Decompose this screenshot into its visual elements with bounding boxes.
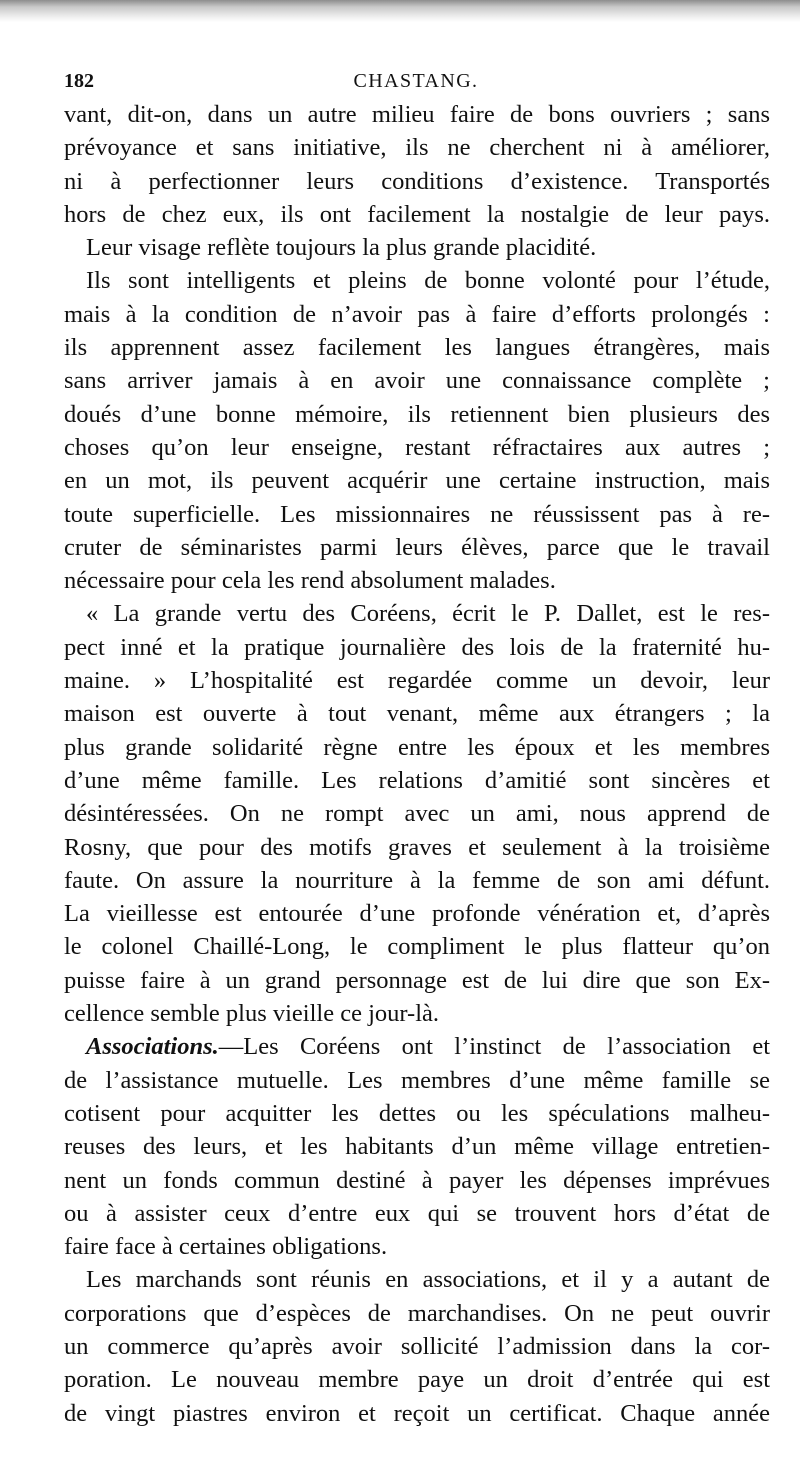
- text-line: d’une même famille. Les relations d’amitié sont sincères et: [64, 766, 770, 794]
- text-line: ils apprennent assez facilement les langues étrangères, mais: [64, 334, 770, 362]
- text-line: La vieillesse est entourée d’une profonde vénération et, d’après: [64, 900, 770, 928]
- text-line: nécessaire pour cela les rend absolument malades.: [64, 567, 556, 595]
- text-line: puisse faire à un grand personnage est de lui dire que son Ex-: [64, 966, 770, 994]
- text-line: pect inné et la pratique journalière des lois de la fraternité hu-: [64, 633, 770, 661]
- text-line: faire face à certaines obligations.: [64, 1233, 388, 1261]
- text-line: un commerce qu’après avoir sollicité l’admission dans la cor-: [64, 1332, 770, 1360]
- text-line: faute. On assure la nourriture à la femme de son ami défunt.: [64, 866, 770, 894]
- body-text: [64, 98, 770, 1430]
- text-line: ou à assister ceux d’entre eux qui se trouvent hors d’état de: [64, 1199, 770, 1227]
- text-line: désintéressées. On ne rompt avec un ami, nous apprend de: [64, 800, 770, 828]
- text-line: nent un fonds commun destiné à payer les dépenses imprévues: [64, 1166, 770, 1194]
- text-line: en un mot, ils peuvent acquérir une certaine instruction, mais: [64, 467, 770, 495]
- text-line: vant, dit-on, dans un autre milieu faire de bons ouvriers ; sans: [64, 101, 770, 128]
- section-line-text: —Les Coréens ont l’instinct de l’association et: [218, 1033, 770, 1061]
- text-line: choses qu’on leur enseigne, restant réfractaires aux autres ;: [64, 433, 770, 461]
- text-line: maison est ouverte à tout venant, même aux étrangers ; la: [64, 700, 770, 728]
- text-line: cellence semble plus vieille ce jour-là.: [64, 1000, 440, 1028]
- section-title: Associations.: [86, 1033, 219, 1061]
- text-line: Rosny, que pour des motifs graves et seulement à la troisième: [64, 833, 770, 861]
- text-line: poration. Le nouveau membre paye un droit d’entrée qui est: [64, 1366, 770, 1394]
- text-line: ni à perfectionner leurs conditions d’existence. Transportés: [64, 167, 770, 195]
- text-line: reuses des leurs, et les habitants d’un même village entretien-: [64, 1133, 770, 1161]
- text-line: de vingt piastres environ et reçoit un certificat. Chaque année: [64, 1399, 770, 1427]
- page-number: 182: [64, 70, 94, 92]
- paragraph-start-line: « La grande vertu des Coréens, écrit le P. Dallet, est le res-: [86, 600, 770, 628]
- text-line: mais à la condition de n’avoir pas à faire d’efforts prolongés :: [64, 300, 770, 328]
- text-line: de l’assistance mutuelle. Les membres d’une même famille se: [64, 1066, 770, 1094]
- text-line: cotisent pour acquitter les dettes ou les spéculations malheu-: [64, 1099, 770, 1127]
- text-line: le colonel Chaillé-Long, le compliment le plus flatteur qu’on: [64, 933, 770, 961]
- page-header: [64, 70, 768, 94]
- text-line: doués d’une bonne mémoire, ils retiennent bien plusieurs des: [64, 400, 770, 428]
- paragraph-start-line: Ils sont intelligents et pleins de bonne volonté pour l’étude,: [86, 267, 770, 295]
- text-line: corporations que d’espèces de marchandises. On ne peut ouvrir: [64, 1299, 770, 1327]
- paragraph-start-line: Les marchands sont réunis en associations, et il y a autant de: [86, 1266, 770, 1294]
- text-line: cruter de séminaristes parmi leurs élèves, parce que le travail: [64, 533, 770, 561]
- text-line: maine. » L’hospitalité est regardée comme un devoir, leur: [64, 667, 770, 695]
- text-line: Leur visage reflète toujours la plus grande placidité.: [86, 234, 597, 262]
- text-line: toute superficielle. Les missionnaires ne réussissent pas à re-: [64, 500, 770, 528]
- section-line: [64, 1030, 770, 1063]
- text-line: sans arriver jamais à en avoir une connaissance complète ;: [64, 367, 770, 395]
- scan-edge-shadow: [0, 0, 800, 22]
- text-line: plus grande solidarité règne entre les époux et les membres: [64, 733, 770, 761]
- running-title: CHASTANG.: [353, 70, 479, 92]
- text-line: prévoyance et sans initiative, ils ne cherchent ni à améliorer,: [64, 134, 770, 162]
- text-line: hors de chez eux, ils ont facilement la nostalgie de leur pays.: [64, 200, 770, 228]
